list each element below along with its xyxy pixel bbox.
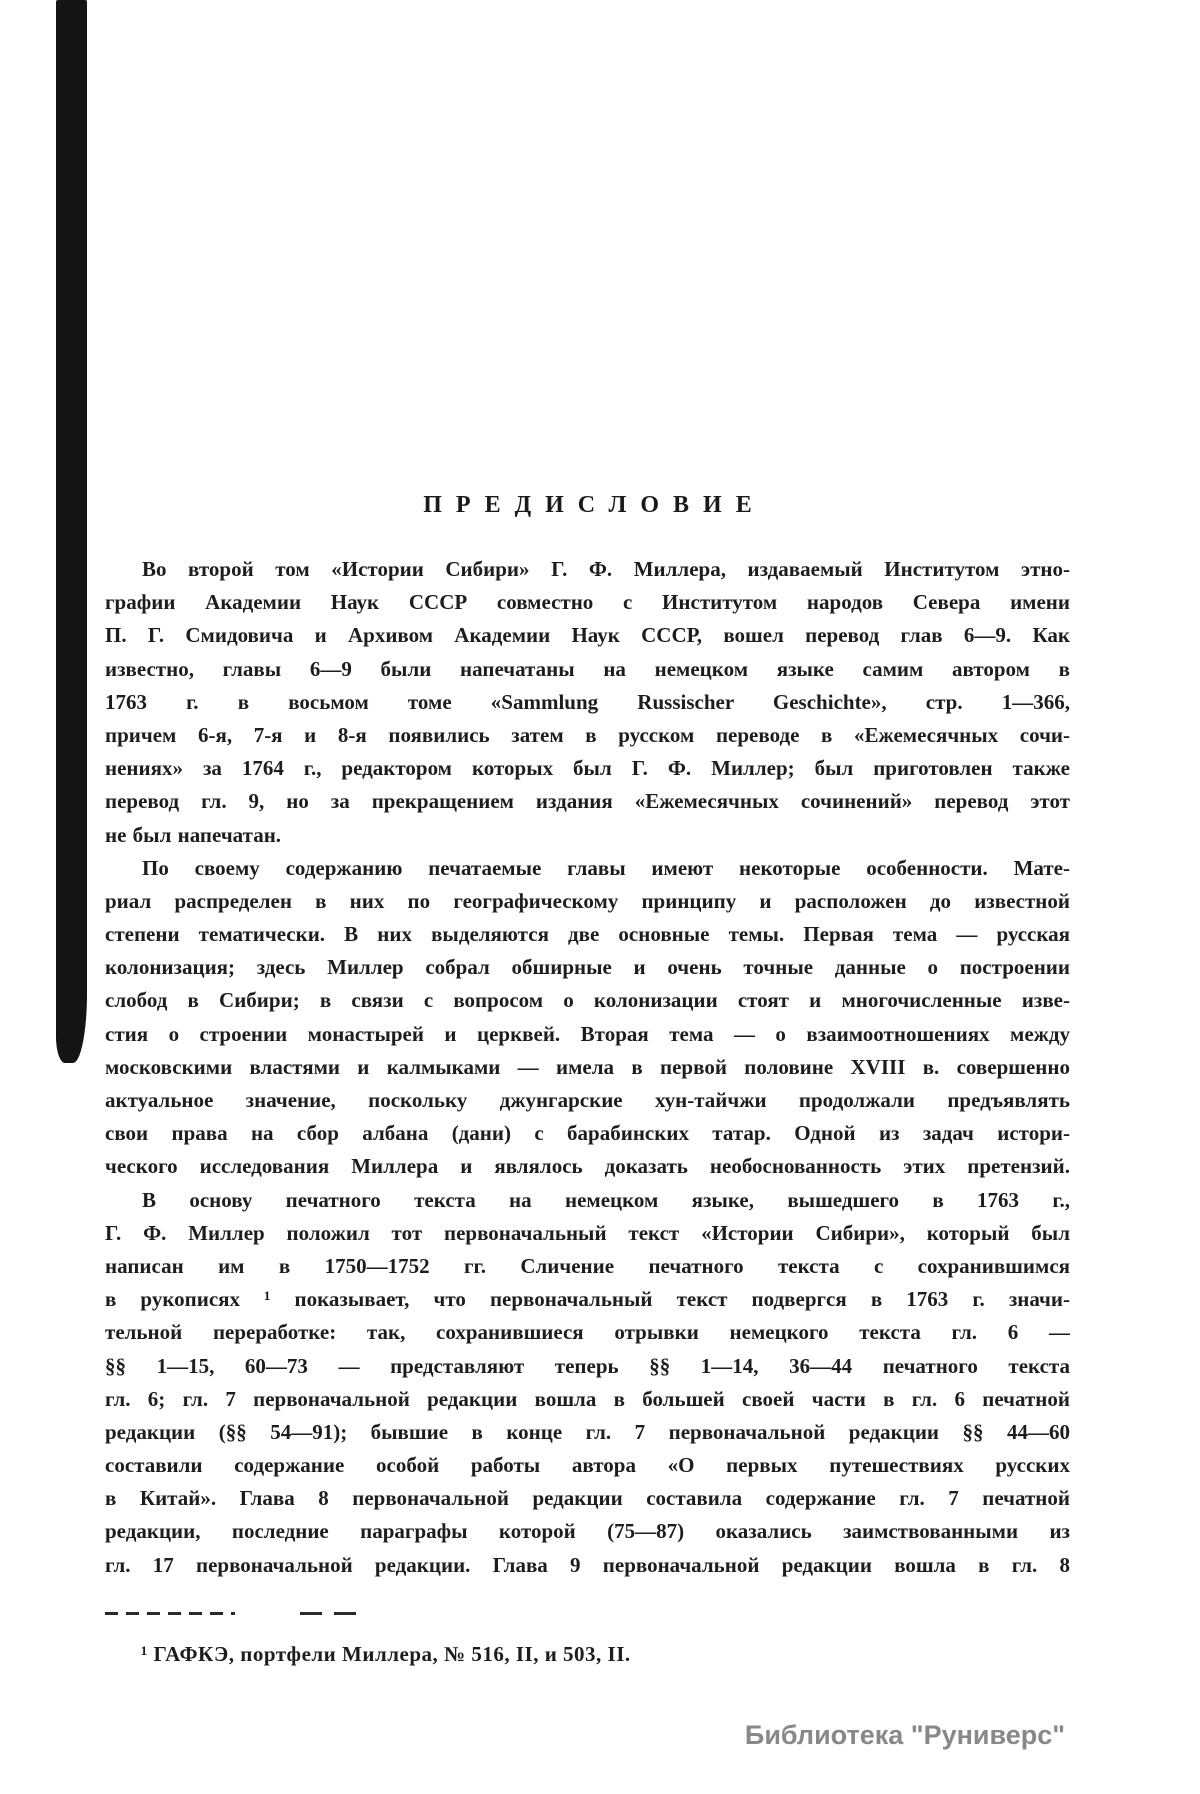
text-line: стия о строении монастырей и церквей. Вторая тема — о взаимоотношениях между xyxy=(105,1021,1070,1046)
text-line: гл. 17 первоначальной редакции. Глава 9 первоначальной редакции вошла в гл. 8 xyxy=(105,1552,1070,1577)
footnote-separator xyxy=(105,1612,235,1615)
text-line: московскими властями и калмыками — имела в первой половине XVIII в. совершенно xyxy=(105,1054,1070,1079)
text-line: перевод гл. 9, но за прекращением издания «Ежемесячных сочинений» перевод этот xyxy=(105,789,1070,814)
text-line: нениях» за 1764 г., редактором которых был Г. Ф. Миллер; был приготовлен также xyxy=(105,756,1070,781)
text-line: написан им в 1750—1752 гг. Сличение печатного текста с сохранившимся xyxy=(105,1253,1070,1278)
library-watermark: Библиотека "Руниверс" xyxy=(744,1720,1066,1750)
text-line: риал распределен в них по географическому принципу и расположен до известной xyxy=(105,888,1070,913)
text-line: колонизация; здесь Миллер собрал обширные и очень точные данные о построении xyxy=(105,955,1070,980)
text-line: степени тематически. В них выделяются две основные темы. Первая тема — русская xyxy=(105,922,1070,947)
text-line: редакции (§§ 54—91); бывшие в конце гл. 7 первоначальной редакции §§ 44—60 xyxy=(105,1419,1070,1444)
text-line: слобод в Сибири; в связи с вопросом о колонизации стоят и многочисленные изве- xyxy=(105,988,1070,1013)
text-line: свои права на сбор албана (дани) с барабинских татар. Одной из задач истори- xyxy=(105,1121,1070,1146)
text-line: В основу печатного текста на немецком языке, вышедшего в 1763 г., xyxy=(142,1187,1070,1212)
footnote-separator-segment xyxy=(300,1612,360,1615)
text-line: причем 6-я, 7-я и 8-я появились затем в русском переводе в «Ежемесячных сочи- xyxy=(105,722,1070,747)
text-line: составили содержание особой работы автора «О первых путешествиях русских xyxy=(105,1453,1070,1478)
text-line: тельной переработке: так, сохранившиеся отрывки немецкого текста гл. 6 — xyxy=(105,1320,1070,1345)
page-title: ПРЕДИСЛОВИЕ xyxy=(423,492,766,518)
text-line: в Китай». Глава 8 первоначальной редакции составила содержание гл. 7 печатной xyxy=(105,1486,1070,1511)
text-line: известно, главы 6—9 были напечатаны на немецком языке самим автором в xyxy=(105,656,1070,681)
footnote: ¹ ГАФКЭ, портфели Миллера, № 516, II, и 503, II. xyxy=(141,1642,631,1666)
text-line: По своему содержанию печатаемые главы имеют некоторые особенности. Мате- xyxy=(142,855,1070,880)
text-line: ческого исследования Миллера и являлось доказать необоснованность этих претензий. xyxy=(105,1154,1070,1179)
text-line: редакции, последние параграфы которой (75—87) оказались заимствованными из xyxy=(105,1519,1070,1544)
text-line: гл. 6; гл. 7 первоначальной редакции вошла в большей своей части в гл. 6 печатной xyxy=(105,1386,1070,1411)
body-text xyxy=(105,553,1070,1582)
scan-artifact-bar xyxy=(56,0,87,1063)
text-line: графии Академии Наук СССР совместно с Институтом народов Севера имени xyxy=(105,590,1070,615)
text-line: П. Г. Смидовича и Архивом Академии Наук СССР, вошел перевод глав 6—9. Как xyxy=(105,623,1070,648)
text-line: в рукописях ¹ показывает, что первоначальный текст подвергся в 1763 г. значи- xyxy=(105,1287,1070,1312)
text-line: §§ 1—15, 60—73 — представляют теперь §§ 1—14, 36—44 печатного текста xyxy=(105,1353,1070,1378)
text-line: актуальное значение, поскольку джунгарские хун-тайчжи продолжали предъявлять xyxy=(105,1088,1070,1112)
text-line: 1763 г. в восьмом томе «Sammlung Russischer Geschichte», стр. 1—366, xyxy=(105,689,1070,714)
text-line: Г. Ф. Миллер положил тот первоначальный текст «Истории Сибири», который был xyxy=(105,1220,1070,1245)
text-line: не был напечатан. xyxy=(105,822,282,847)
text-line: Во второй том «Истории Сибири» Г. Ф. Миллера, издаваемый Институтом этно- xyxy=(142,557,1070,581)
